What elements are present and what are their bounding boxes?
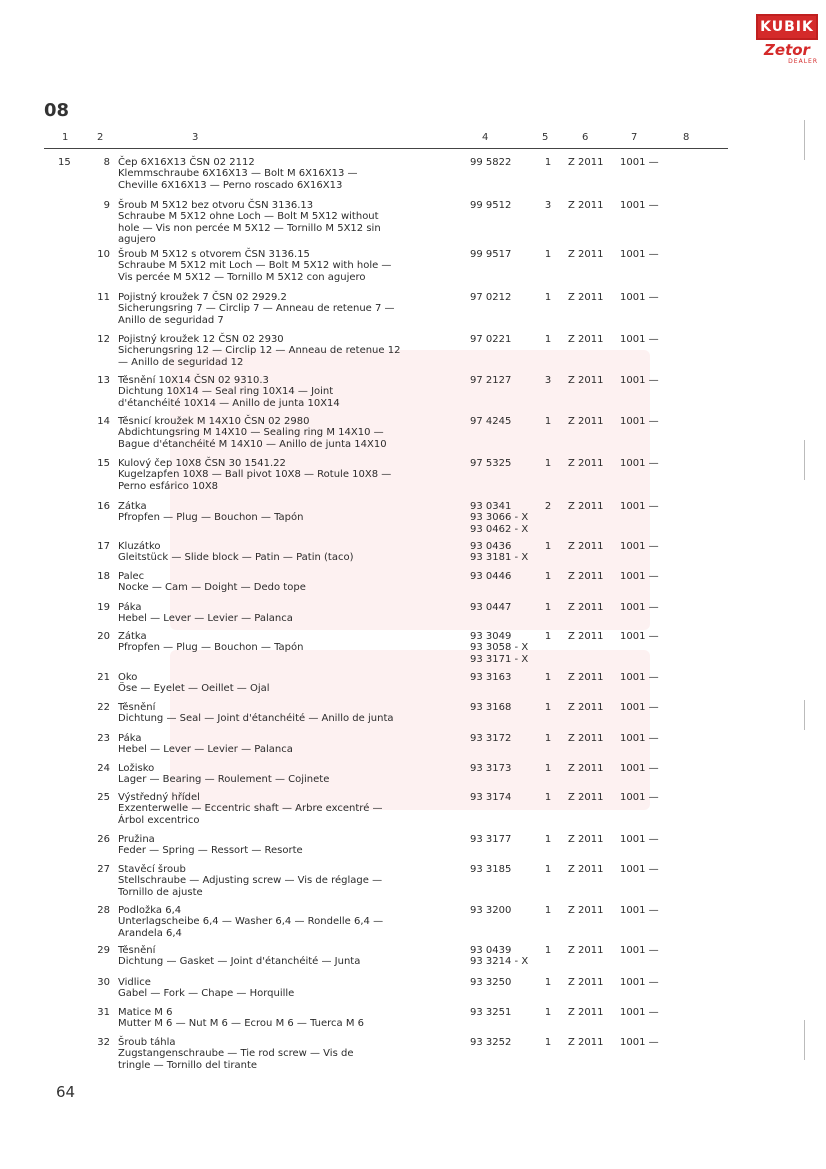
description-line: Oko: [118, 672, 138, 683]
quantity: 2: [544, 501, 552, 512]
position-number: 12: [97, 334, 110, 345]
description-line: Zátka: [118, 631, 147, 642]
description-line: Ložisko: [118, 763, 155, 774]
model: Z 2011: [568, 864, 604, 875]
model: Z 2011: [568, 905, 604, 916]
serial-from: 1001 —: [620, 905, 659, 916]
position-number: 10: [97, 249, 110, 260]
description-line: Pfropfen — Plug — Bouchon — Tapón: [118, 512, 304, 524]
serial-from: 1001 —: [620, 249, 659, 260]
position-number: 16: [97, 501, 110, 512]
model: Z 2011: [568, 157, 604, 168]
description-line: tringle — Tornillo del tirante: [118, 1059, 258, 1071]
serial-from: 1001 —: [620, 157, 659, 168]
part-number: 93 3174: [470, 792, 512, 803]
position-number: 14: [97, 416, 110, 427]
part-number: 93 3163: [470, 672, 512, 683]
serial-from: 1001 —: [620, 834, 659, 845]
quantity: 1: [544, 834, 552, 845]
kubik-zetor-logo: [756, 14, 818, 68]
column-header: 8: [683, 132, 690, 143]
description-line: Podložka 6,4: [118, 905, 182, 916]
serial-from: 1001 —: [620, 375, 659, 386]
part-number: 97 4245: [470, 416, 512, 427]
part-description: [118, 157, 458, 191]
group-number: 15: [58, 157, 71, 168]
position-number: 11: [97, 292, 110, 303]
part-number: 93 0462 - X: [470, 523, 529, 535]
part-number: 93 3066 - X: [470, 512, 529, 524]
position-number: 9: [103, 200, 110, 211]
position-number: 22: [97, 702, 110, 713]
part-description: [118, 602, 458, 625]
quantity: 1: [544, 945, 552, 956]
part-numbers: [470, 792, 540, 803]
description-line: Stellschraube — Adjusting screw — Vis de réglage —: [118, 875, 383, 887]
model: Z 2011: [568, 292, 604, 303]
description-line: Kulový čep 10X8 ČSN 30 1541.22: [118, 458, 286, 469]
quantity: 1: [544, 541, 552, 552]
part-numbers: [470, 763, 540, 774]
part-numbers: [470, 864, 540, 875]
description-line: Exzenterwelle — Eccentric shaft — Arbre excentré —: [118, 803, 383, 815]
serial-from: 1001 —: [620, 792, 659, 803]
description-line: Zátka: [118, 501, 147, 512]
description-line: Gabel — Fork — Chape — Horquille: [118, 988, 295, 1000]
model: Z 2011: [568, 571, 604, 582]
part-numbers: [470, 541, 540, 564]
quantity: 1: [544, 733, 552, 744]
serial-from: 1001 —: [620, 571, 659, 582]
description-line: Šroub M 5X12 s otvorem ČSN 3136.15: [118, 249, 310, 260]
part-numbers: [470, 458, 540, 469]
logo-sub: Zetor: [764, 41, 810, 59]
serial-from: 1001 —: [620, 702, 659, 713]
part-number: 93 3168: [470, 702, 512, 713]
quantity: 1: [544, 864, 552, 875]
description-line: Vis percée M 5X12 — Tornillo M 5X12 con agujero: [118, 271, 366, 283]
quantity: 1: [544, 249, 552, 260]
quantity: 1: [544, 702, 552, 713]
part-numbers: [470, 672, 540, 683]
part-description: [118, 1007, 458, 1030]
part-number: 93 0446: [470, 571, 512, 582]
quantity: 1: [544, 672, 552, 683]
quantity: 1: [544, 416, 552, 427]
serial-from: 1001 —: [620, 541, 659, 552]
quantity: 1: [544, 602, 552, 613]
part-description: [118, 733, 458, 756]
quantity: 1: [544, 905, 552, 916]
part-description: [118, 501, 458, 524]
description-line: agujero: [118, 233, 156, 245]
part-description: [118, 200, 458, 245]
part-numbers: [470, 571, 540, 582]
description-line: Abdichtungsring M 14X10 — Sealing ring M 14X10 —: [118, 427, 384, 439]
part-description: [118, 292, 458, 326]
description-line: Těsnění 10X14 ČSN 02 9310.3: [118, 375, 269, 386]
description-line: Páka: [118, 602, 142, 613]
position-number: 30: [97, 977, 110, 988]
quantity: 1: [544, 157, 552, 168]
column-header: 4: [482, 132, 489, 143]
quantity: 1: [544, 292, 552, 303]
part-description: [118, 702, 458, 725]
serial-from: 1001 —: [620, 672, 659, 683]
part-numbers: [470, 945, 540, 968]
serial-from: 1001 —: [620, 334, 659, 345]
part-numbers: [470, 157, 540, 168]
header-rule: [44, 148, 728, 149]
position-number: 27: [97, 864, 110, 875]
description-line: Arandela 6,4: [118, 927, 182, 939]
part-numbers: [470, 501, 540, 535]
description-line: Šroub táhla: [118, 1037, 176, 1048]
position-number: 19: [97, 602, 110, 613]
description-line: Dichtung — Gasket — Joint d'étanchéité — Junta: [118, 956, 361, 968]
model: Z 2011: [568, 733, 604, 744]
description-line: Mutter M 6 — Nut M 6 — Ecrou M 6 — Tuerca M 6: [118, 1018, 365, 1030]
part-numbers: [470, 977, 540, 988]
column-header: 5: [542, 132, 549, 143]
description-line: Palec: [118, 571, 145, 582]
description-line: Vidlice: [118, 977, 151, 988]
part-description: [118, 334, 458, 368]
part-number: 97 5325: [470, 458, 512, 469]
description-line: Schraube M 5X12 mit Loch — Bolt M 5X12 with hole —: [118, 260, 392, 272]
serial-from: 1001 —: [620, 292, 659, 303]
quantity: 1: [544, 631, 552, 642]
model: Z 2011: [568, 249, 604, 260]
description-line: Výstředný hřídel: [118, 792, 200, 803]
column-header: 2: [97, 132, 104, 143]
position-number: 21: [97, 672, 110, 683]
description-line: Pfropfen — Plug — Bouchon — Tapón: [118, 642, 304, 654]
description-line: Kugelzapfen 10X8 — Ball pivot 10X8 — Rotule 10X8 —: [118, 469, 392, 481]
page-number: 64: [56, 1083, 76, 1101]
model: Z 2011: [568, 541, 604, 552]
part-description: [118, 792, 458, 826]
quantity: 1: [544, 1007, 552, 1018]
serial-from: 1001 —: [620, 1007, 659, 1018]
serial-from: 1001 —: [620, 945, 659, 956]
scan-edge-mark: [804, 1020, 805, 1060]
logo-brand: KUBIK: [756, 14, 818, 40]
description-line: Stavěcí šroub: [118, 864, 186, 875]
description-line: Feder — Spring — Ressort — Resorte: [118, 845, 303, 857]
quantity: 1: [544, 458, 552, 469]
part-description: [118, 1037, 458, 1071]
description-line: Dichtung — Seal — Joint d'étanchéité — Anillo de junta: [118, 713, 394, 725]
part-numbers: [470, 1007, 540, 1018]
description-line: Pojistný kroužek 7 ČSN 02 2929.2: [118, 292, 287, 303]
section-number: 08: [44, 100, 70, 121]
column-header: 3: [192, 132, 199, 143]
part-description: [118, 375, 458, 409]
scan-edge-mark: [804, 700, 805, 730]
quantity: 1: [544, 977, 552, 988]
quantity: 3: [544, 200, 552, 211]
model: Z 2011: [568, 977, 604, 988]
serial-from: 1001 —: [620, 864, 659, 875]
part-number: 99 9517: [470, 249, 512, 260]
description-line: Sicherungsring 12 — Circlip 12 — Anneau de retenue 12: [118, 345, 401, 357]
description-line: Matice M 6: [118, 1007, 173, 1018]
description-line: d'étanchéité 10X14 — Anillo de junta 10X14: [118, 397, 340, 409]
logo-dealer: DEALER: [788, 58, 818, 65]
part-numbers: [470, 1037, 540, 1048]
position-number: 17: [97, 541, 110, 552]
description-line: Árbol excentrico: [118, 814, 200, 826]
description-line: Čep 6X16X13 ČSN 02 2112: [118, 157, 255, 168]
part-number: 93 3177: [470, 834, 512, 845]
part-numbers: [470, 416, 540, 427]
quantity: 1: [544, 334, 552, 345]
position-number: 23: [97, 733, 110, 744]
part-description: [118, 834, 458, 857]
description-line: Hebel — Lever — Levier — Palanca: [118, 744, 293, 756]
model: Z 2011: [568, 334, 604, 345]
part-number: 93 3058 - X: [470, 642, 529, 654]
part-numbers: [470, 375, 540, 386]
part-description: [118, 945, 458, 968]
position-number: 26: [97, 834, 110, 845]
part-description: [118, 458, 458, 492]
position-number: 32: [97, 1037, 110, 1048]
part-number: 93 3049: [470, 631, 512, 642]
part-numbers: [470, 292, 540, 303]
serial-from: 1001 —: [620, 602, 659, 613]
column-header: 1: [62, 132, 69, 143]
part-number: 93 3181 - X: [470, 552, 529, 564]
part-description: [118, 571, 458, 594]
model: Z 2011: [568, 631, 604, 642]
model: Z 2011: [568, 672, 604, 683]
serial-from: 1001 —: [620, 1037, 659, 1048]
description-line: Hebel — Lever — Levier — Palanca: [118, 613, 293, 625]
description-line: Perno esfárico 10X8: [118, 480, 219, 492]
description-line: Těsnění: [118, 702, 156, 713]
description-line: Schraube M 5X12 ohne Loch — Bolt M 5X12 without: [118, 211, 379, 223]
part-numbers: [470, 249, 540, 260]
part-description: [118, 541, 458, 564]
part-number: 93 0436: [470, 541, 512, 552]
description-line: Nocke — Cam — Doight — Dedo tope: [118, 582, 306, 594]
part-number: 99 9512: [470, 200, 512, 211]
model: Z 2011: [568, 1007, 604, 1018]
position-number: 15: [97, 458, 110, 469]
model: Z 2011: [568, 375, 604, 386]
scan-edge-mark: [804, 120, 805, 160]
model: Z 2011: [568, 200, 604, 211]
serial-from: 1001 —: [620, 977, 659, 988]
description-line: Těsnicí kroužek M 14X10 ČSN 02 2980: [118, 416, 310, 427]
model: Z 2011: [568, 1037, 604, 1048]
part-numbers: [470, 200, 540, 211]
serial-from: 1001 —: [620, 416, 659, 427]
position-number: 24: [97, 763, 110, 774]
description-line: Gleitstück — Slide block — Patin — Patin (taco): [118, 552, 354, 564]
position-number: 31: [97, 1007, 110, 1018]
part-number: 93 0341: [470, 501, 512, 512]
quantity: 1: [544, 792, 552, 803]
serial-from: 1001 —: [620, 733, 659, 744]
part-number: 93 3200: [470, 905, 512, 916]
serial-from: 1001 —: [620, 631, 659, 642]
description-line: Těsnění: [118, 945, 156, 956]
model: Z 2011: [568, 792, 604, 803]
part-numbers: [470, 631, 540, 665]
description-line: Pružina: [118, 834, 155, 845]
part-number: 93 0447: [470, 602, 512, 613]
description-line: Zugstangenschraube — Tie rod screw — Vis de: [118, 1048, 354, 1060]
description-line: Dichtung 10X14 — Seal ring 10X14 — Joint: [118, 386, 334, 398]
position-number: 25: [97, 792, 110, 803]
quantity: 1: [544, 763, 552, 774]
serial-from: 1001 —: [620, 200, 659, 211]
part-number: 93 0439: [470, 945, 512, 956]
part-numbers: [470, 602, 540, 613]
part-description: [118, 631, 458, 654]
model: Z 2011: [568, 602, 604, 613]
position-number: 29: [97, 945, 110, 956]
serial-from: 1001 —: [620, 763, 659, 774]
model: Z 2011: [568, 458, 604, 469]
part-number: 93 3172: [470, 733, 512, 744]
part-number: 93 3214 - X: [470, 956, 529, 968]
description-line: Kluzátko: [118, 541, 161, 552]
description-line: hole — Vis non percée M 5X12 — Tornillo M 5X12 sin: [118, 222, 381, 234]
serial-from: 1001 —: [620, 458, 659, 469]
serial-from: 1001 —: [620, 501, 659, 512]
description-line: Šroub M 5X12 bez otvoru ČSN 3136.13: [118, 200, 314, 211]
description-line: Öse — Eyelet — Oeillet — Ojal: [118, 683, 270, 695]
position-number: 13: [97, 375, 110, 386]
model: Z 2011: [568, 763, 604, 774]
part-number: 93 3173: [470, 763, 512, 774]
part-number: 93 3250: [470, 977, 512, 988]
part-description: [118, 905, 458, 939]
part-number: 93 3251: [470, 1007, 512, 1018]
part-numbers: [470, 834, 540, 845]
description-line: Anillo de seguridad 7: [118, 314, 224, 326]
model: Z 2011: [568, 834, 604, 845]
part-number: 93 3252: [470, 1037, 512, 1048]
part-numbers: [470, 702, 540, 713]
part-description: [118, 416, 458, 450]
part-description: [118, 864, 458, 898]
part-description: [118, 672, 458, 695]
position-number: 8: [103, 157, 110, 168]
part-number: 97 0221: [470, 334, 512, 345]
description-line: Pojistný kroužek 12 ČSN 02 2930: [118, 334, 284, 345]
model: Z 2011: [568, 501, 604, 512]
description-line: Klemmschraube 6X16X13 — Bolt M 6X16X13 —: [118, 168, 358, 180]
description-line: Cheville 6X16X13 — Perno roscado 6X16X13: [118, 179, 343, 191]
position-number: 20: [97, 631, 110, 642]
description-line: Lager — Bearing — Roulement — Cojinete: [118, 774, 330, 786]
part-number: 97 0212: [470, 292, 512, 303]
description-line: Páka: [118, 733, 142, 744]
part-number: 93 3185: [470, 864, 512, 875]
description-line: — Anillo de seguridad 12: [118, 356, 244, 368]
part-numbers: [470, 733, 540, 744]
part-description: [118, 249, 458, 283]
position-number: 18: [97, 571, 110, 582]
quantity: 1: [544, 1037, 552, 1048]
part-description: [118, 763, 458, 786]
description-line: Sicherungsring 7 — Circlip 7 — Anneau de retenue 7 —: [118, 303, 395, 315]
model: Z 2011: [568, 416, 604, 427]
description-line: Unterlagscheibe 6,4 — Washer 6,4 — Rondelle 6,4 —: [118, 916, 384, 928]
description-line: Tornillo de ajuste: [118, 886, 203, 898]
part-number: 93 3171 - X: [470, 653, 529, 665]
part-numbers: [470, 905, 540, 916]
part-number: 97 2127: [470, 375, 512, 386]
scan-edge-mark: [804, 440, 805, 480]
model: Z 2011: [568, 702, 604, 713]
column-header: 6: [582, 132, 589, 143]
column-header: 7: [631, 132, 638, 143]
part-description: [118, 977, 458, 1000]
description-line: Bague d'étanchéité M 14X10 — Anillo de junta 14X10: [118, 438, 387, 450]
part-numbers: [470, 334, 540, 345]
part-number: 99 5822: [470, 157, 512, 168]
model: Z 2011: [568, 945, 604, 956]
position-number: 28: [97, 905, 110, 916]
quantity: 3: [544, 375, 552, 386]
quantity: 1: [544, 571, 552, 582]
